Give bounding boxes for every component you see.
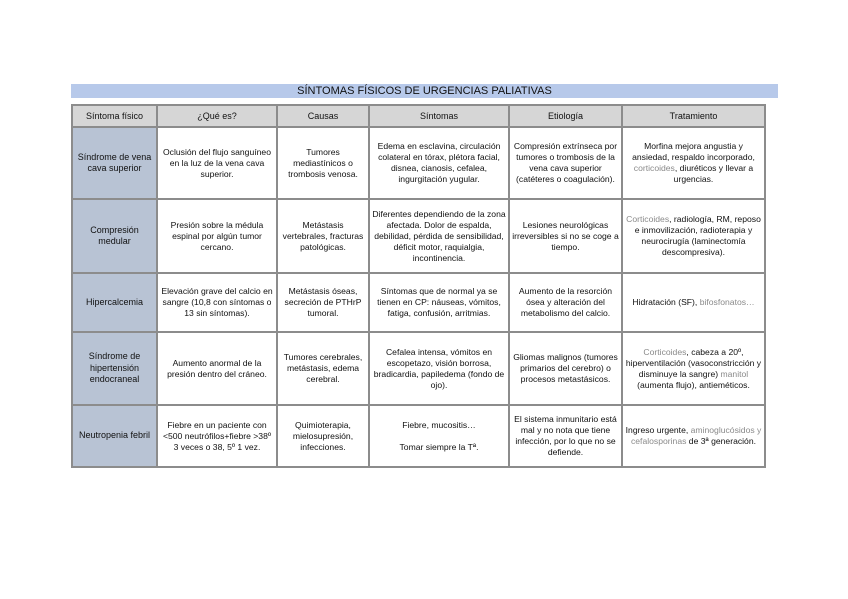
treatment-text: , radiología, RM, reposo e inmovilización, radioterapia y neurocirugía (laminectomía descompresiva). bbox=[634, 214, 761, 257]
cell-etiology: Aumento de la resorción ósea y alteración del metabolismo del calcio. bbox=[510, 274, 621, 331]
header-etiology: Etiología bbox=[510, 106, 621, 126]
symptoms-line: Tomar siempre la Tª. bbox=[399, 441, 479, 452]
cell-symptoms: Diferentes dependiendo de la zona afectada. Dolor de espalda, debilidad, pérdida de sensibilidad, déficit motor, raquialgia, incontinencia. bbox=[370, 200, 508, 272]
treatment-drug: Corticoides bbox=[643, 346, 687, 357]
treatment-text: (aumenta flujo), antieméticos. bbox=[637, 379, 750, 390]
cell-what: Presión sobre la médula espinal por algún tumor cercano. bbox=[158, 200, 276, 272]
treatment-text: Ingreso urgente, bbox=[625, 425, 691, 435]
cell-what: Aumento anormal de la presión dentro del cráneo. bbox=[158, 333, 276, 404]
treatment-text: Morfina mejora angustia y ansiedad, respaldo incorporado, bbox=[632, 141, 755, 162]
cell-treatment bbox=[623, 274, 764, 331]
cell-treatment bbox=[623, 200, 764, 272]
cell-symptoms: Cefalea intensa, vómitos en escopetazo, visión borrosa, bradicardia, papiledema (fondo de ojo). bbox=[370, 333, 508, 404]
table-row bbox=[73, 200, 764, 272]
cell-etiology: Lesiones neurológicas irreversibles si no se coge a tiempo. bbox=[510, 200, 621, 272]
treatment-drug: Corticoides bbox=[626, 214, 670, 224]
cell-causes: Tumores cerebrales, metástasis, edema cerebral. bbox=[278, 333, 368, 404]
cell-symptoms: Edema en esclavina, circulación colateral en tórax, plétora facial, disnea, cianosis, cefalea, ingurgitación yugular. bbox=[370, 128, 508, 198]
cell-treatment bbox=[623, 406, 764, 466]
table-row bbox=[73, 406, 764, 466]
header-what: ¿Qué es? bbox=[158, 106, 276, 126]
palliative-urgencies-table bbox=[71, 104, 766, 468]
cell-symptoms bbox=[370, 406, 508, 466]
header-causes: Causas bbox=[278, 106, 368, 126]
treatment-text: de 3ª generación. bbox=[686, 436, 756, 446]
table-row bbox=[73, 128, 764, 198]
row-label: Hipercalcemia bbox=[73, 274, 156, 331]
treatment-drug: corticoides bbox=[633, 163, 675, 173]
header-treatment: Tratamiento bbox=[623, 106, 764, 126]
row-label: Compresión medular bbox=[73, 200, 156, 272]
treatment-text: , cabeza a 20º, hiperventilación (vasoconstricción y disminuye la sangre) bbox=[625, 346, 762, 379]
row-label: Síndrome de hipertensión endocraneal bbox=[73, 333, 156, 404]
cell-what: Fiebre en un paciente con <500 neutrófilos+fiebre >38º 3 veces o 38, 5º 1 vez. bbox=[158, 406, 276, 466]
cell-treatment bbox=[623, 333, 764, 404]
symptoms-line: Fiebre, mucositis… bbox=[402, 419, 476, 430]
cell-what: Oclusión del flujo sanguíneo en la luz de la vena cava superior. bbox=[158, 128, 276, 198]
cell-what: Elevación grave del calcio en sangre (10,8 con síntomas o 13 sin síntomas). bbox=[158, 274, 276, 331]
header-row bbox=[73, 106, 764, 126]
table-row bbox=[73, 274, 764, 331]
cell-symptoms: Síntomas que de normal ya se tienen en CP: náuseas, vómitos, fatiga, confusión, arritmias. bbox=[370, 274, 508, 331]
cell-causes: Tumores mediastínicos o trombosis venosa. bbox=[278, 128, 368, 198]
cell-causes: Metástasis óseas, secreción de PTHrP tumoral. bbox=[278, 274, 368, 331]
page-title: SÍNTOMAS FÍSICOS DE URGENCIAS PALIATIVAS bbox=[71, 84, 778, 98]
treatment-drug: bifosfonatos… bbox=[699, 297, 755, 307]
treatment-text: , diuréticos y llevar a urgencias. bbox=[673, 163, 754, 184]
treatment-drug: manitol bbox=[720, 368, 749, 379]
cell-treatment bbox=[623, 128, 764, 198]
treatment-drug: aminoglucósidos y cefalosporinas bbox=[630, 425, 762, 446]
row-label: Neutropenia febril bbox=[73, 406, 156, 466]
cell-etiology: Compresión extrínseca por tumores o trombosis de la vena cava superior (catéteres o coagulación). bbox=[510, 128, 621, 198]
header-symptoms: Síntomas bbox=[370, 106, 508, 126]
cell-etiology: Gliomas malignos (tumores primarios del cerebro) o procesos metastásicos. bbox=[510, 333, 621, 404]
table-row bbox=[73, 333, 764, 404]
cell-causes: Metástasis vertebrales, fracturas patológicas. bbox=[278, 200, 368, 272]
treatment-text: Hidratación (SF), bbox=[632, 297, 700, 307]
header-symptom: Síntoma físico bbox=[73, 106, 156, 126]
cell-etiology: El sistema inmunitario está mal y no nota que tiene infección, por lo que no se defiende. bbox=[510, 406, 621, 466]
row-label: Síndrome de vena cava superior bbox=[73, 128, 156, 198]
cell-causes: Quimioterapia, mielosupresión, infecciones. bbox=[278, 406, 368, 466]
